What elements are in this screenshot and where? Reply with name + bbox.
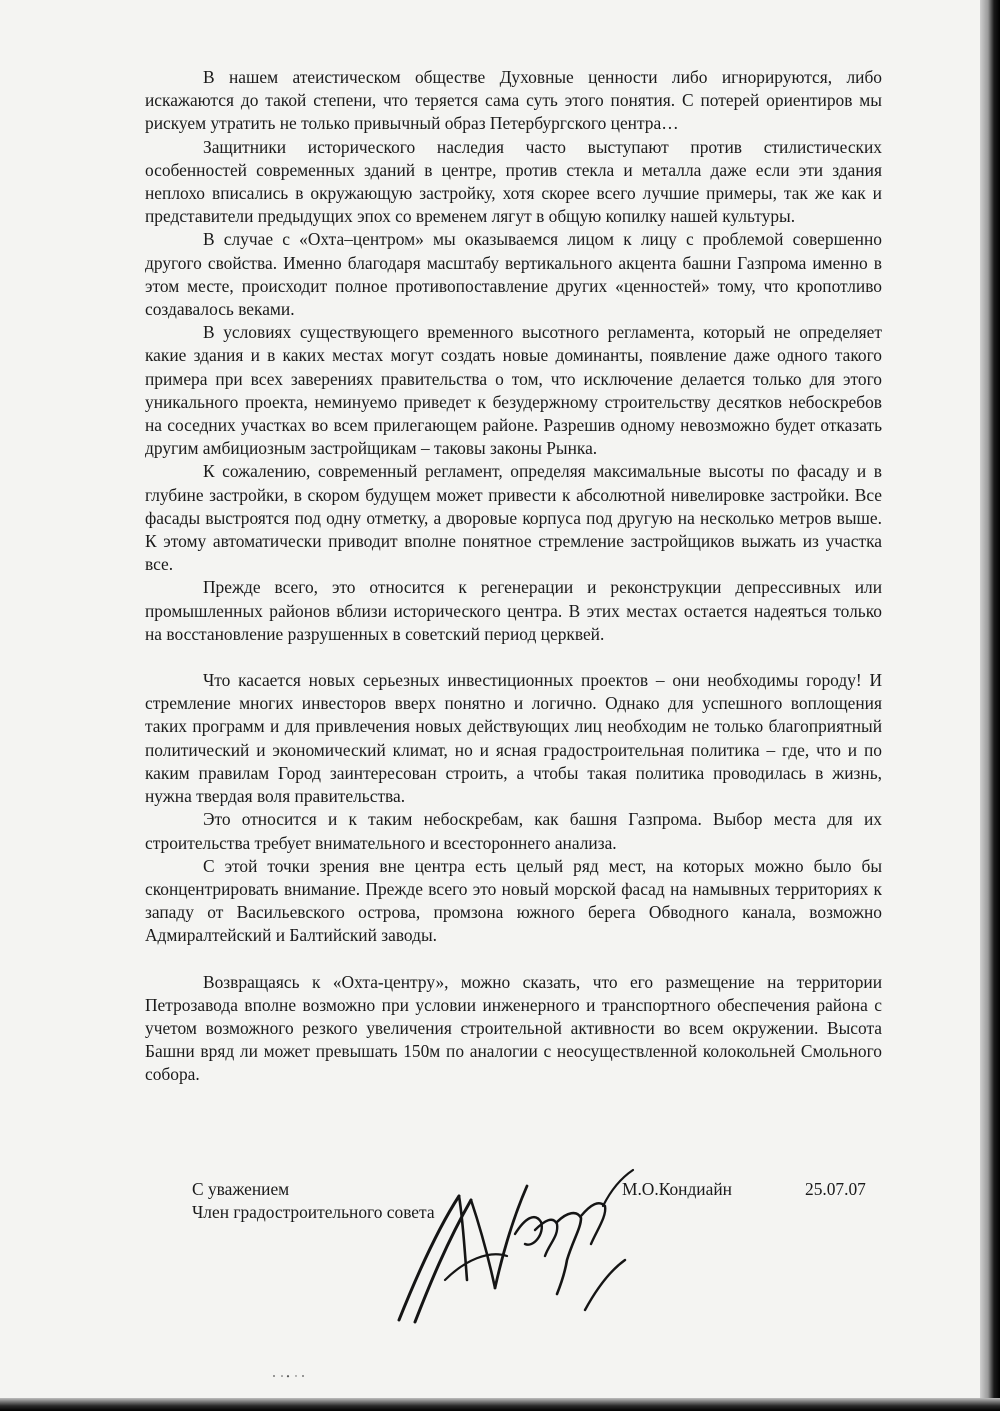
letter-date: 25.07.07 <box>805 1179 866 1199</box>
handwritten-signature-icon <box>385 1160 645 1330</box>
paragraph-2: Защитники исторического наследия часто выступают против стилистических особенностей современных зданий в центре, против стекла и металла даже если эти здания неплохо вписались в окружающую застройку, хотя скорее всего лучшие примеры, так же как и представители предыдущих эпох со временем лягут в общую копилку нашей культуры. <box>145 136 882 227</box>
paragraph-9: С этой точки зрения вне центра есть целый ряд мест, на которых можно было бы сконцентрировать внимание. Прежде всего это новый морской фасад на намывных территориях к западу от Васильевского острова, промзона южного берега Обводного канала, возможно Адмиралтейский и Балтийский заводы. <box>145 855 882 946</box>
paragraph-1: В нашем атеистическом обществе Духовные ценности либо игнорируются, либо искажаются до такой степени, что теряется сама суть этого понятия. С потерей ориентиров мы рискуем утратить не только привычный образ Петербургского центра… <box>145 67 882 134</box>
paragraph-10: Возвращаясь к «Охта-центру», можно сказать, что его размещение на территории Петрозавода вполне возможно при условии инженерного и транспортного обеспечения района с учетом возможного резкого увеличения строительной активности во всем окружении. Высота Башни вряд ли может превышать 150м по аналогии с неосуществленной колокольней Смольного собора. <box>145 971 882 1085</box>
paragraph-4: В условиях существующего временного высотного регламента, который не определяет какие здания и в каких местах могут создать новые доминанты, появление даже одного такого примера при всех заверениях правительства о том, что исключение делается только для этого уникального проекта, неминуемо приведет к безудержному строительству десятков небоскребов на соседних участках во всем прилегающем районе. Разрешив одному невозможно будет отказать другим амбициозным застройщикам – таковы законы Рынка. <box>145 322 882 459</box>
closing-position: Член градостроительного совета <box>192 1202 435 1222</box>
paragraph-5: К сожалению, современный регламент, определяя максимальные высоты по фасаду и в глубине застройки, в скором будущем может привести к абсолютной нивелировке застройки. Все фасады выстроятся под одну отметку, а дворовые корпуса под другую на несколько метров выше. К этому автоматически приводит вполне понятное стремление застройщиков выжать из участка все. <box>145 461 882 575</box>
paragraph-8: Это относится и к таким небоскребам, как башня Газпрома. Выбор места для их строительства требует внимательного и всестороннего анализа. <box>145 809 882 853</box>
paragraph-3: В случае с «Охта–центром» мы оказываемся лицом к лицу с проблемой совершенно другого свойства. Именно благодаря масштабу вертикального акцента башни Газпрома именно в этом месте, происходит полное противопоставление других «ценностей» тому, что кропотливо создавалось веками. <box>145 229 882 320</box>
closing-salutation: С уважением <box>192 1179 290 1199</box>
paragraph-6: Прежде всего, это относится к регенерации и реконструкции депрессивных или промышленных районов вблизи исторического центра. В этих местах остается надеяться только на восстановление разрушенных в советский период церквей. <box>145 577 882 644</box>
paragraph-7: Что касается новых серьезных инвестиционных проектов – они необходимы городу! И стремление многих инвесторов вверх понятно и логично. Однако для успешного воплощения таких программ и для привлечения новых действующих лиц необходим не только благоприятный политический и экономический климат, но и ясная градостроительная политика – где, что и по каким правилам Город заинтересован строить, а чтобы такая политика проводилась в жизнь, нужна твердая воля правительства. <box>145 670 882 807</box>
scan-edge-right <box>980 0 1000 1411</box>
scan-edge-bottom <box>0 1398 1000 1411</box>
letter-body <box>145 66 882 1087</box>
signer-name: М.О.Кондиайн <box>622 1179 732 1199</box>
scan-speck-icon <box>270 1374 310 1378</box>
paragraph-gap <box>145 948 882 971</box>
paragraph-gap <box>145 646 882 669</box>
